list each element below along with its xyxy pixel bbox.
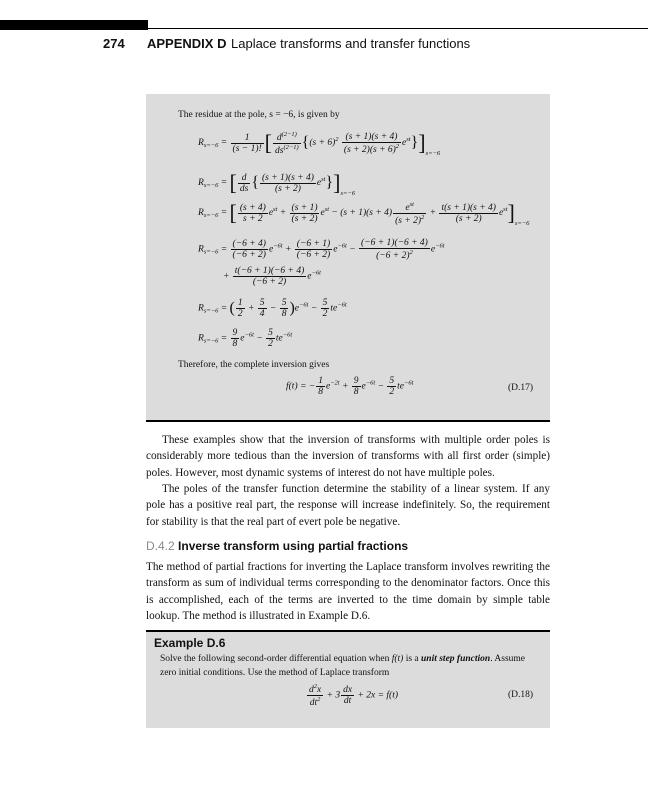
equation-number-d18: (D.18) bbox=[508, 690, 534, 700]
example-text-before: Solve the following second-order differential equation when bbox=[160, 654, 392, 664]
section-number: D.4.2 bbox=[146, 539, 175, 553]
equation-residue-substituted-cont: + $\frac{t(-6 + 1)(-6 + 4)}{(-6 + 2)}$ $e^{-6t}$ bbox=[223, 266, 321, 287]
equation-differential: $\frac{d^2x}{dt^2}$ + 3 $\frac{dx}{dt}$ + 2x = f(t) bbox=[309, 683, 399, 708]
example-emphasis: unit step function bbox=[421, 654, 491, 664]
page-title: Laplace transforms and transfer functions bbox=[231, 36, 471, 51]
equation-residue-substituted: $R_{s=-6}$ = $\frac{(-6 + 4)}{(-6 + 2)}$ $e^{-6t}$ + $\frac{(-6 + 1)}{(-6 + 2)}$ $e^{-6t}$ − $\frac{(-6 + 1)(-6 + 4)}{(-6 + 2)^2}$ $e^{-6t}$ bbox=[198, 238, 445, 261]
example-text bbox=[160, 652, 540, 680]
paragraph-partial-fractions: The method of partial fractions for inverting the Laplace transform involves rewriting the transform as sum of individual terms corresponding to the denominator factors. Once this is accomplished, each of the terms are inverted to the time domain by simple table lookup. The method is illustrated in Example D.6. bbox=[146, 561, 550, 623]
equation-residue-expanded: $R_{s=-6}$ = [ $\frac{(s + 4)}{s + 2}$ $e^{st}$ + $\frac{(s + 1)}{(s + 2)}$ $e^{st} - (s + 1)(s + 4)$ $\frac{e^{st}}{(s + 2)^2}$ + $\frac{t(s + 1)(s + 4)}{(s + 2)}$ $e^{st}]_{s=-6}$ bbox=[198, 200, 530, 228]
equation-number-d17: (D.17) bbox=[508, 383, 534, 393]
example-text-is: is a bbox=[403, 654, 422, 664]
equation-residue-simplified: $R_{s=-6}$ = ( $\frac{1}{2}$ + $\frac{5}{4}$ − $\frac{5}{8}$ )$e^{-6t}$ − $\frac{5}{2}$ $te^{-6t}$ bbox=[198, 298, 347, 319]
example-text-after: . Assume zero initial conditions. Use the method of Laplace transform bbox=[160, 654, 526, 678]
equation-complete-inversion: f(t) = − $\frac{1}{8}$ $e^{-2t}$ + $\frac{9}{8}$ $e^{-6t}$ − $\frac{5}{2}$ $te^{-6t}$ bbox=[286, 376, 414, 397]
example-function: f(t) bbox=[391, 654, 404, 664]
residue-intro: The residue at the pole, s = −6, is given by bbox=[178, 110, 340, 120]
paragraph-stability: The poles of the transfer function determine the stability of a linear system. If any pole has a positive real part, the response will increase indefinitely. So, the requirement for stability is that the real part of evert pole be negative. bbox=[146, 483, 550, 528]
appendix-label: APPENDIX D bbox=[147, 36, 227, 51]
page-number: 274 bbox=[103, 36, 125, 51]
inversion-conclusion: Therefore, the complete inversion gives bbox=[178, 360, 330, 370]
header-bar bbox=[0, 20, 148, 30]
header-rule bbox=[148, 28, 648, 29]
equation-residue-general: $R_{s=-6}$ = $\frac{1}{(s - 1)!}$ [ $\frac{d^{(2-1)}}{ds^{(2-1)}}$ {$(s + 6)^2$ $\frac{(s + 1)(s + 4)}{(s + 2)(s + 6)^2}$ $e^{st}\}]_{s=-6}$ bbox=[198, 130, 441, 158]
section-title: Inverse transform using partial fractions bbox=[178, 539, 409, 553]
equation-residue-derivative: $R_{s=-6}$ = [ $\frac{d}{ds}$ { $\frac{(s + 1)(s + 4)}{(s + 2)}$ $e^{st}\}]_{s=-6}$ bbox=[198, 170, 356, 198]
equation-residue-result: $R_{s=-6}$ = $\frac{9}{8}$ $e^{-6t}$ − $\frac{5}{2}$ $te^{-6t}$ bbox=[198, 328, 293, 349]
example-title: Example D.6 bbox=[154, 636, 226, 650]
paragraph-multiple-poles: These examples show that the inversion of transforms with multiple order poles is considerably more tedious than the inversion of transforms with all first order (simple) poles. However, most dynamic systems of interest do not have multiple poles. bbox=[146, 434, 550, 479]
section-heading bbox=[146, 539, 408, 553]
